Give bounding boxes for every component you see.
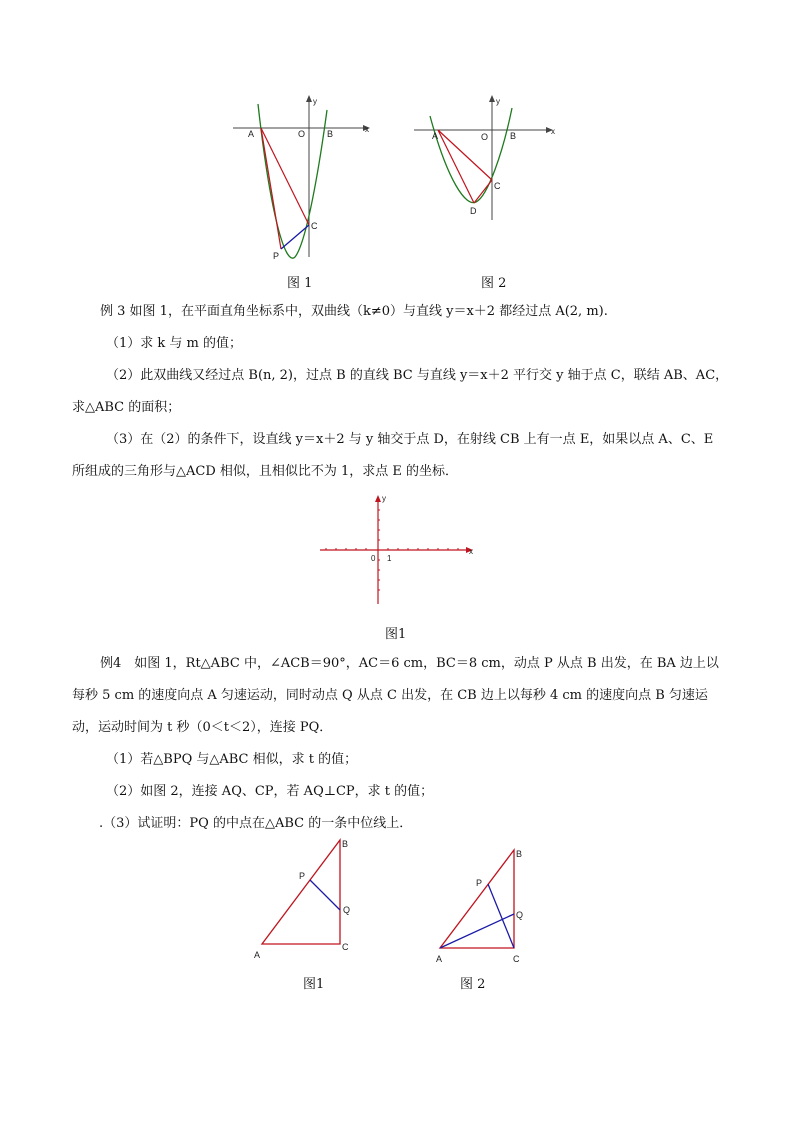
example3-q3-line1: （3）在（2）的条件下，设直线 y＝x＋2 与 y 轴交于点 D，在射线 CB 上有一点 E，如果以点 A、C、E bbox=[106, 432, 714, 447]
label-Q: Q bbox=[343, 905, 351, 915]
label-y: y bbox=[313, 97, 317, 106]
label-x: x bbox=[365, 125, 369, 134]
segment-PQ bbox=[310, 880, 340, 910]
triangle-ABC bbox=[262, 840, 340, 944]
example4-line2: 每秒 5 cm 的速度向点 A 匀速运动，同时动点 Q 从点 C 出发，在 CB 边上以每秒 4 cm 的速度向点 B 匀速运 bbox=[72, 688, 708, 703]
label-P: P bbox=[273, 251, 280, 261]
coordinate-grid-svg bbox=[316, 492, 481, 612]
label-C: C bbox=[494, 181, 501, 191]
example3-q1: （1）求 k 与 m 的值； bbox=[106, 336, 243, 351]
figure-parabola-1 bbox=[225, 92, 375, 262]
example4-line1: 例4 如图 1，Rt△ABC 中，∠ACB＝90°，AC＝6 cm，BC＝8 cm，动点 P 从点 B 出发，在 BA 边上以 bbox=[100, 656, 719, 671]
parabola-2-svg bbox=[408, 92, 558, 222]
example3-q2-line2: 求△ABC 的面积； bbox=[72, 400, 181, 415]
caption-fig2-top: 图 2 bbox=[481, 276, 507, 291]
example4-line3: 动，运动时间为 t 秒（0＜t＜2），连接 PQ． bbox=[72, 720, 333, 735]
triangle-2-svg bbox=[430, 842, 540, 968]
label-y: y bbox=[496, 97, 500, 106]
label-D: D bbox=[470, 206, 477, 216]
label-O: O bbox=[481, 132, 489, 142]
label-C: C bbox=[311, 221, 318, 231]
label-one: 1 bbox=[387, 554, 392, 563]
caption-coord: 图1 bbox=[385, 627, 407, 642]
y-axis-arrow bbox=[375, 495, 381, 502]
example4-q3: .（3）试证明：PQ 的中点在△ABC 的一条中位线上． bbox=[99, 816, 413, 831]
label-x: x bbox=[469, 547, 473, 556]
label-O: O bbox=[298, 129, 306, 139]
label-P: P bbox=[299, 871, 306, 881]
label-A: A bbox=[254, 950, 261, 960]
parabola-curve bbox=[258, 104, 327, 258]
example4-q2: （2）如图 2，连接 AQ、CP，若 AQ⊥CP，求 t 的值； bbox=[106, 784, 434, 799]
example4-q1: （1）若△BPQ 与△ABC 相似，求 t 的值； bbox=[106, 752, 358, 767]
label-zero: 0 bbox=[371, 554, 376, 563]
label-B: B bbox=[342, 839, 349, 849]
line-PC bbox=[281, 225, 309, 249]
caption-tri1: 图1 bbox=[303, 977, 325, 992]
figure-parabola-2 bbox=[408, 92, 558, 222]
label-B: B bbox=[327, 129, 334, 139]
label-A: A bbox=[432, 131, 439, 141]
label-C: C bbox=[513, 954, 520, 964]
line-AP bbox=[261, 128, 281, 249]
label-B: B bbox=[516, 849, 523, 859]
line-DC bbox=[474, 180, 492, 203]
label-y: y bbox=[382, 494, 386, 503]
label-Q: Q bbox=[516, 910, 524, 920]
figure-triangle-1 bbox=[250, 834, 360, 960]
example3-intro: 例 3 如图 1，在平面直角坐标系中，双曲线（k≠0）与直线 y＝x＋2 都经过点 A(2, m). bbox=[100, 304, 608, 319]
parabola-1-svg bbox=[225, 92, 375, 262]
caption-tri2: 图 2 bbox=[460, 977, 486, 992]
figure-coordinate-grid bbox=[316, 492, 481, 612]
y-axis-arrow bbox=[306, 95, 312, 102]
label-A: A bbox=[436, 954, 443, 964]
label-C: C bbox=[342, 942, 349, 952]
label-A: A bbox=[248, 129, 255, 139]
label-x: x bbox=[551, 127, 555, 136]
line-AD bbox=[438, 130, 474, 203]
label-B: B bbox=[510, 131, 517, 141]
figure-triangle-2 bbox=[430, 842, 540, 968]
triangle-1-svg bbox=[250, 834, 360, 960]
caption-fig1-top: 图 1 bbox=[287, 276, 313, 291]
triangle-ABC bbox=[440, 850, 514, 948]
label-P: P bbox=[476, 878, 483, 888]
y-axis-arrow bbox=[489, 95, 495, 102]
example3-q3-line2: 所组成的三角形与△ACD 相似，且相似比不为 1，求点 E 的坐标． bbox=[72, 464, 459, 479]
example3-q2-line1: （2）此双曲线又经过点 B(n, 2)，过点 B 的直线 BC 与直线 y＝x＋2 平行交 y 轴于点 C，联结 AB、AC， bbox=[106, 368, 729, 383]
